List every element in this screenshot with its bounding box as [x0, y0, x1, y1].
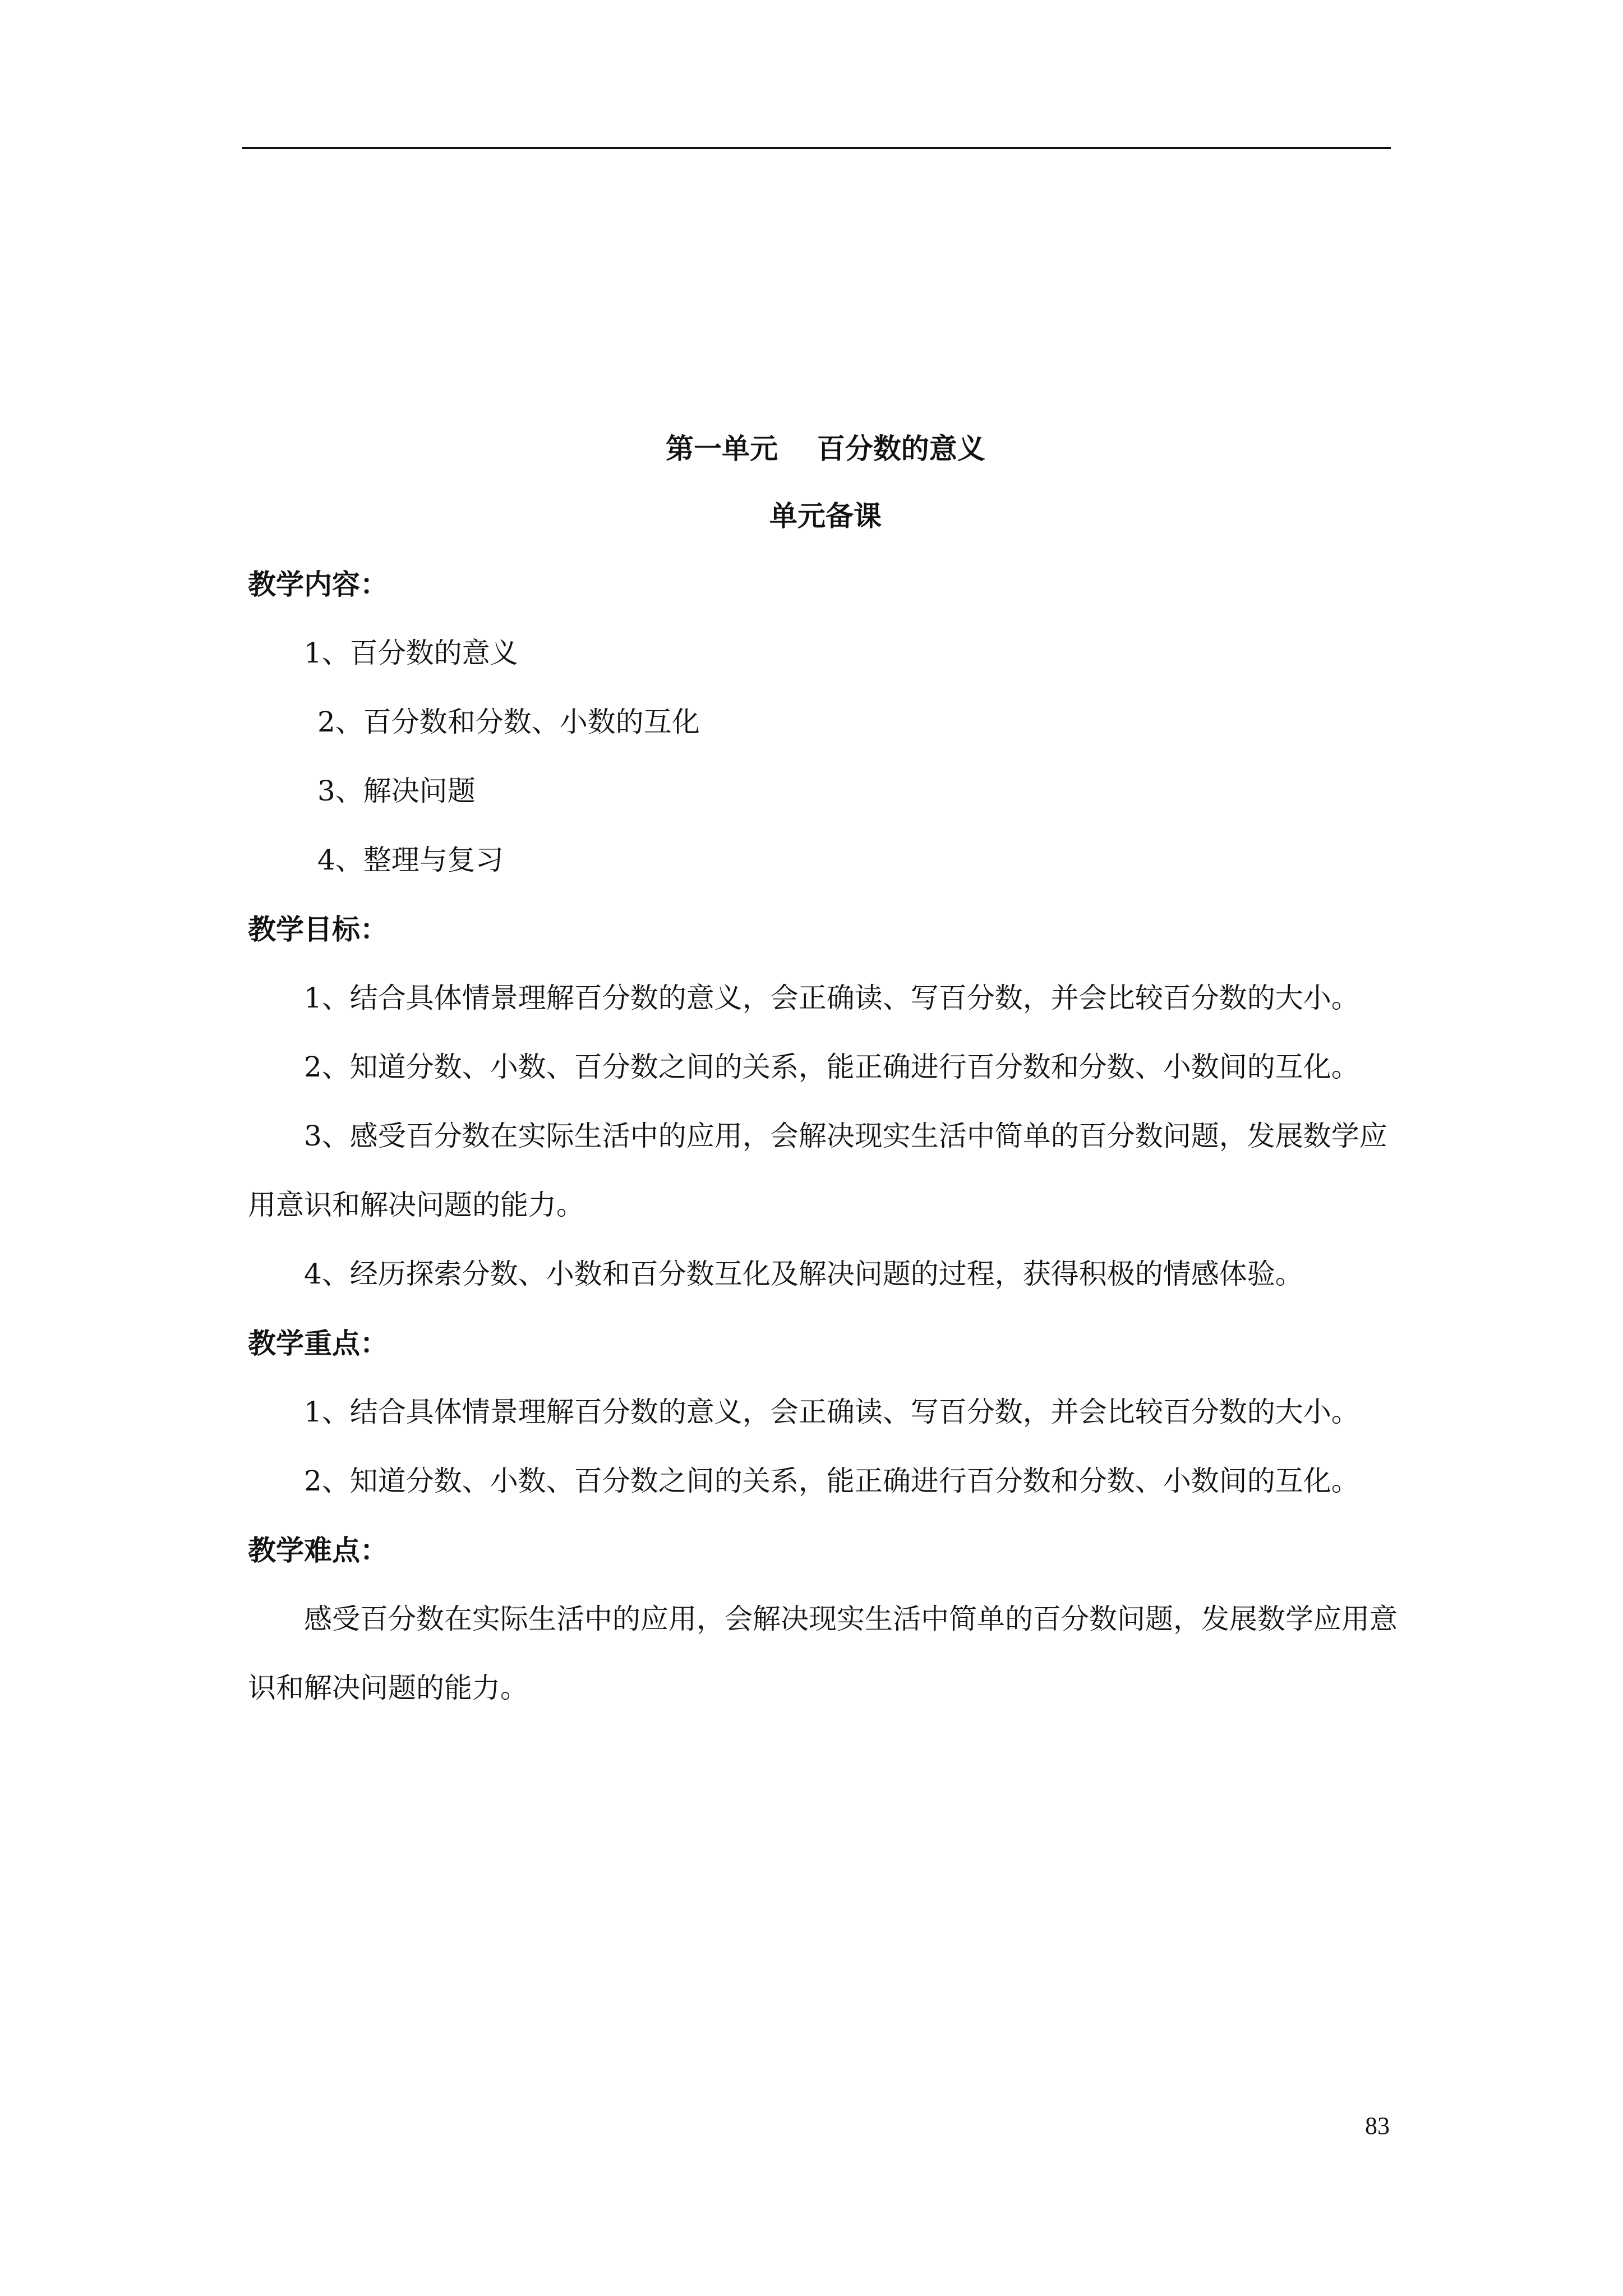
- section-difficulties: [248, 1516, 1403, 1723]
- unit-title: 第一单元 百分数的意义: [666, 432, 985, 465]
- content-list: [248, 619, 1403, 895]
- paragraph: 2、知道分数、小数、百分数之间的关系，能正确进行百分数和分数、小数间的互化。: [304, 1465, 1359, 1497]
- list-item: 1、百分数的意义: [304, 637, 518, 669]
- section-heading: 教学难点：: [248, 1534, 388, 1567]
- paragraph: 3、感受百分数在实际生活中的应用，会解决现实生活中简单的百分数问题，发展数学应用意识和解决问题的能力。: [248, 1120, 1387, 1221]
- header-rule: [242, 147, 1391, 149]
- section-key-points: [248, 1309, 1403, 1516]
- list-item: 4、整理与复习: [317, 844, 504, 876]
- section-teaching-content: [248, 550, 1403, 895]
- unit-subtitle: 单元备课: [769, 499, 882, 532]
- paragraph: 2、知道分数、小数、百分数之间的关系，能正确进行百分数和分数、小数间的互化。: [304, 1051, 1359, 1083]
- list-item: 2、百分数和分数、小数的互化: [317, 706, 700, 738]
- paragraph: 1、结合具体情景理解百分数的意义，会正确读、写百分数，并会比较百分数的大小。: [304, 982, 1359, 1014]
- section-heading: 教学目标：: [248, 913, 388, 946]
- paragraph: 1、结合具体情景理解百分数的意义，会正确读、写百分数，并会比较百分数的大小。: [304, 1396, 1359, 1428]
- paragraph: 4、经历探索分数、小数和百分数互化及解决问题的过程，获得积极的情感体验。: [304, 1258, 1303, 1290]
- list-item: 3、解决问题: [317, 775, 476, 807]
- document-body: [248, 415, 1403, 1723]
- section-teaching-goals: [248, 895, 1403, 1309]
- page-number: 83: [1365, 2112, 1390, 2139]
- section-heading: 教学重点：: [248, 1327, 388, 1360]
- section-heading: 教学内容：: [248, 568, 388, 601]
- paragraph: 感受百分数在实际生活中的应用，会解决现实生活中简单的百分数问题，发展数学应用意识和解决问题的能力。: [248, 1603, 1398, 1704]
